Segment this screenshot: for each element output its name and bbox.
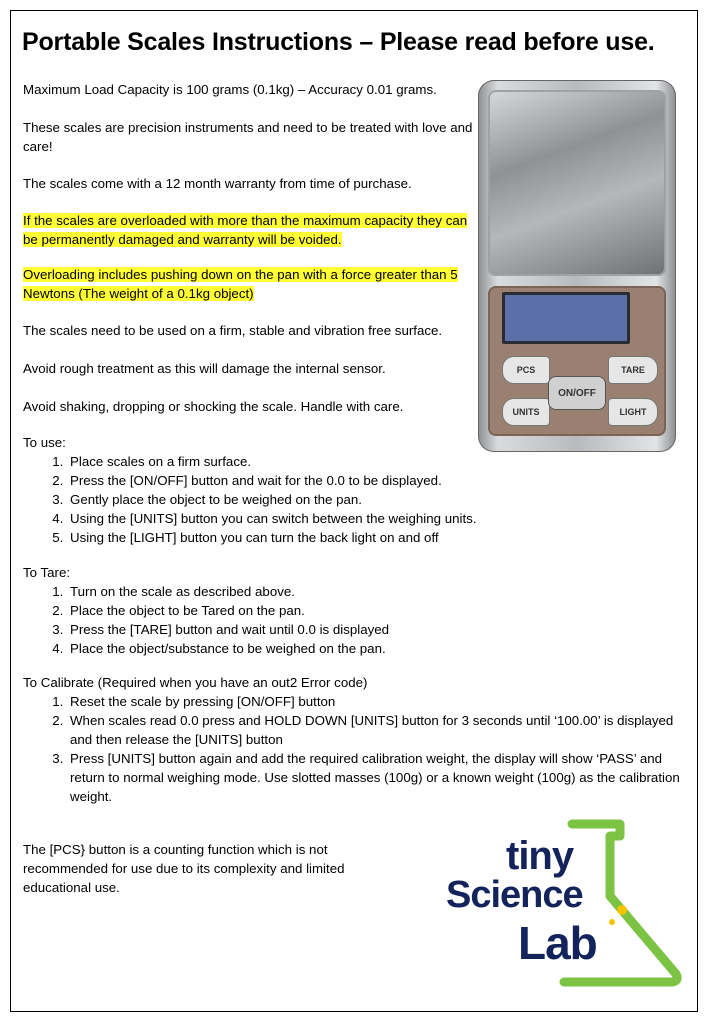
list-item: 1. Turn on the scale as described above.: [67, 582, 683, 601]
scale-units-button: UNITS: [502, 398, 550, 426]
to-calibrate-section: [23, 673, 683, 806]
list-item: 3. Press [UNITS] button again and add the required calibration weight, the display will show ‘PASS’ and return to normal weighing mode. Use slotted masses (100g) or a known weight (100g) as the calibration weight.: [67, 749, 683, 806]
page-title: Portable Scales Instructions – Please read before use.: [22, 28, 655, 56]
to-tare-steps: [23, 582, 683, 658]
scale-image: [478, 80, 676, 452]
scale-onoff-button: ON/OFF: [548, 376, 606, 410]
overload-warning-highlight: If the scales are overloaded with more than the maximum capacity they can be permanently damaged and warranty will be voided.: [23, 213, 468, 247]
list-item: 3. Gently place the object to be weighed on the pan.: [67, 490, 683, 509]
scale-pcs-button: PCS: [502, 356, 550, 384]
rough-treatment-text: Avoid rough treatment as this will damage the internal sensor.: [23, 361, 386, 376]
logo-line-tiny: tiny: [506, 834, 574, 878]
list-item: 5. Using the [LIGHT] button you can turn the back light on and off: [67, 528, 683, 547]
to-tare-heading: To Tare:: [23, 565, 71, 580]
scale-display: [502, 292, 630, 344]
list-item: 4. Place the object/substance to be weighed on the pan.: [67, 639, 683, 658]
overload-definition-highlight: Overloading includes pushing down on the pan with a force greater than 5 Newtons (The weight of a 0.1kg object): [23, 267, 458, 301]
scale-tare-button: TARE: [608, 356, 658, 384]
shaking-text: Avoid shaking, dropping or shocking the scale. Handle with care.: [23, 399, 404, 414]
to-calibrate-steps: [23, 692, 683, 806]
list-item: 4. Using the [UNITS] button you can switch between the weighing units.: [67, 509, 683, 528]
scale-light-button: LIGHT: [608, 398, 658, 426]
precision-text: These scales are precision instruments and need to be treated with love and care!: [23, 120, 473, 154]
list-item: 1. Reset the scale by pressing [ON/OFF] button: [67, 692, 683, 711]
warranty-text: The scales come with a 12 month warranty from time of purchase.: [23, 176, 412, 191]
capacity-text: Maximum Load Capacity is 100 grams (0.1kg) – Accuracy 0.01 grams.: [23, 82, 437, 97]
logo-line-science: Science: [446, 874, 583, 916]
scale-pan: [488, 90, 666, 276]
surface-text: The scales need to be used on a firm, stable and vibration free surface.: [23, 323, 443, 338]
to-tare-section: [23, 563, 683, 658]
to-use-heading: To use:: [23, 435, 66, 450]
to-use-steps: [23, 452, 683, 547]
list-item: 2. Press the [ON/OFF] button and wait for the 0.0 to be displayed.: [67, 471, 683, 490]
logo-line-lab: Lab: [518, 917, 597, 969]
overload-warning: [23, 211, 473, 249]
list-item: 3. Press the [TARE] button and wait until 0.0 is displayed: [67, 620, 683, 639]
to-calibrate-heading: To Calibrate (Required when you have an out2 Error code): [23, 675, 368, 690]
pcs-note: The [PCS} button is a counting function which is not recommended for use due to its complexity and limited educational use.: [23, 842, 345, 895]
list-item: 2. Place the object to be Tared on the pan.: [67, 601, 683, 620]
list-item: 2. When scales read 0.0 press and HOLD DOWN [UNITS] button for 3 seconds until ‘100.00’ is displayed and then release the [UNITS] button: [67, 711, 683, 749]
overload-definition: [23, 265, 473, 303]
tiny-science-lab-logo: [444, 818, 688, 990]
list-item: 1. Place scales on a firm surface.: [67, 452, 683, 471]
